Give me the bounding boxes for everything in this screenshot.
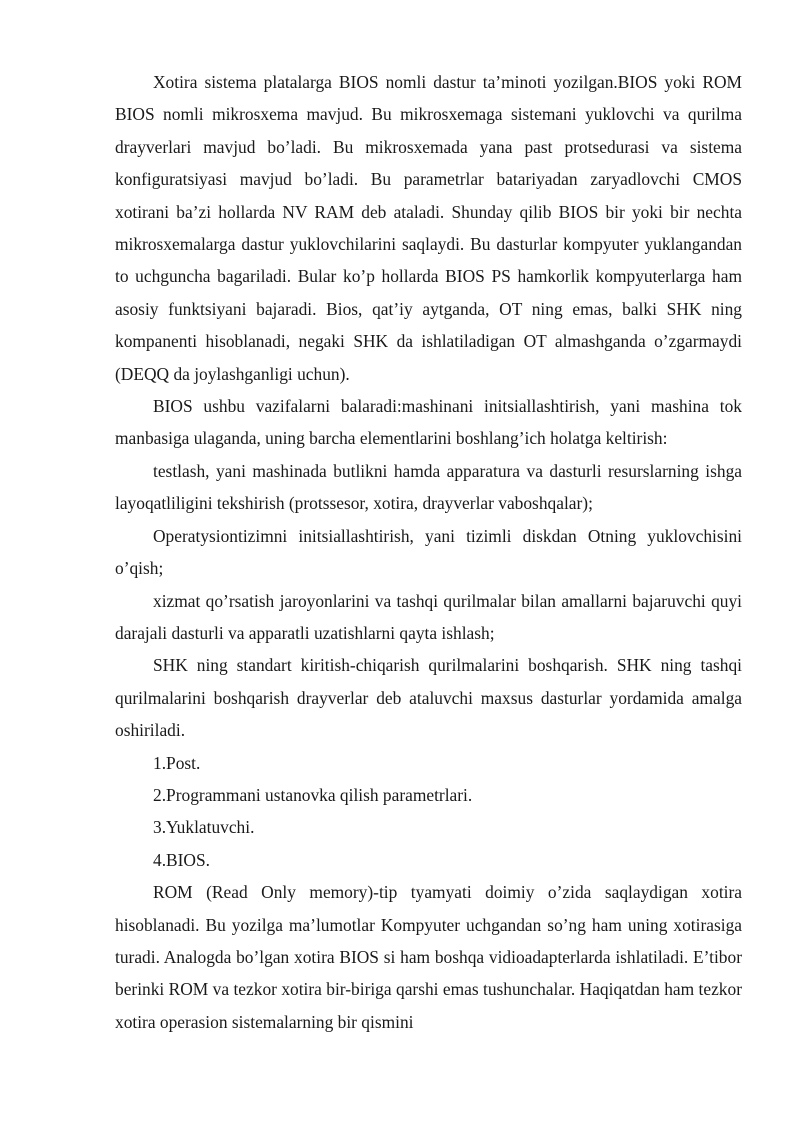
list-item-bios: 4.BIOS. <box>153 849 211 870</box>
list-item-setup-params: 2.Programmani ustanovka qilish parametrlari. <box>153 784 473 805</box>
paragraph-bios-intro: Xotira sistema platalarga BIOS nomli dastur ta’minoti yozilgan.BIOS yoki ROM BIOS nomli mikrosxema mavjud. Bu mikrosxemaga sistemani yuklovchi va qurilma drayverlari mavjud bo’ladi. Bu mikrosxemada yana past protsedurasi va sistema konfiguratsiyasi mavjud bo’ladi. Bu parametrlar batariyadan zaryadlovchi CMOS xotirani ba’zi hollarda NV RAM deb ataladi. Shunday qilib BIOS bir yoki bir nechta mikrosxemalarga dastur yuklovchilarini saqlaydi. Bu dasturlar kompyuter yuklangandan to uchguncha bagariladi. Bular ko’p hollarda BIOS PS hamkorlik kompyuterlarga ham asosiy funktsiyani bajaradi. Bios, qat’iy aytganda, OT ning emas, balki SHK ning kompanenti hisoblanadi, negaki SHK da ishlatiladigan OT almashganda o’zgarmaydi (DEQQ da joylashganligi uchun). <box>115 72 742 384</box>
list-item-post: 1.Post. <box>153 752 201 773</box>
paragraph-io-control: SHK ning standart kiritish-chiqarish qurilmalarini boshqarish. SHK ning tashqi qurilmalarini boshqarish drayverlar deb ataluvchi maxsus dasturlar yordamida amalga oshiriladi. <box>115 655 742 741</box>
paragraph-service: xizmat qo’rsatish jaroyonlarini va tashqi qurilmalar bilan amallarni bajaruvchi quyi darajali dasturli va apparatli uzatishlarni qayta ishlash; <box>115 590 742 643</box>
list-item-loader: 3.Yuklatuvchi. <box>153 817 255 838</box>
paragraph-rom: ROM (Read Only memory)-tip tyamyati doimiy o’zida saqlaydigan xotira hisoblanadi. Bu yozilga ma’lumotlar Kompyuter uchgandan so’ng ham uning xotirasiga turadi. Analogda bo’lgan xotira BIOS si ham boshqa vidioadapterlarda ishlatiladi. E’tibor berinki ROM va tezkor xotira bir-biriga qarshi emas tushunchalar. Haqiqatdan ham tezkor xotira operasion sistemalarning bir qismini <box>115 882 742 1032</box>
paragraph-testing: testlash, yani mashinada butlikni hamda apparatura va dasturli resurslarning ishga layoqatliligini tekshirish (protssesor, xotira, drayverlar vaboshqalar); <box>115 460 742 514</box>
paragraph-os-init: Operatysiontizimni initsiallashtirish, yani tizimli diskdan Otning yuklovchisini o’qish; <box>115 525 742 579</box>
document-body <box>115 66 742 1038</box>
paragraph-bios-tasks: BIOS ushbu vazifalarni balaradi:mashinani initsiallashtirish, yani mashina tok manbasiga ulaganda, uning barcha elementlarini boshlang’ich holatga keltirish: <box>115 396 742 449</box>
